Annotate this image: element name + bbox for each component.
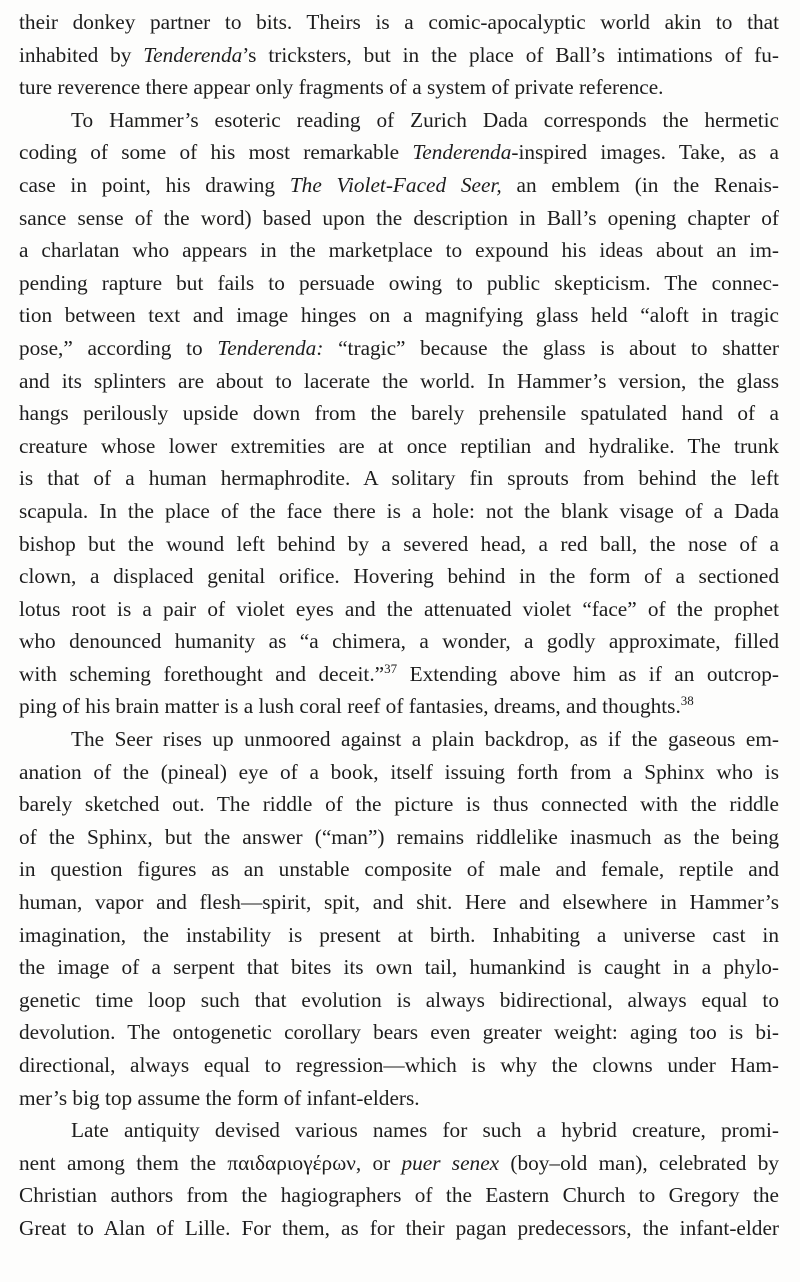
text-run: nent among them the παιδαριογέρων, or — [19, 1150, 402, 1175]
text-line — [19, 169, 779, 202]
text-run: coding of some of his most remarkable — [19, 140, 413, 165]
text-line: who denounced humanity as “a chimera, a wonder, a godly approximate, filled — [19, 629, 779, 654]
text-line: is that of a human hermaphrodite. A solitary fin sprouts from behind the left — [19, 466, 779, 491]
text-line: genetic time loop such that evolution is always bidirectional, always equal to — [19, 987, 779, 1012]
book-title-italic: Tenderenda: — [217, 335, 324, 360]
footnote-marker-38: 38 — [680, 693, 694, 709]
latin-term-italic: puer senex — [401, 1150, 500, 1175]
text-run: ’s tricksters, but in the place of Ball’s intimations of fu- — [242, 42, 779, 67]
text-run: an emblem (in the Renais- — [501, 172, 780, 197]
text-run: with scheming forethought and deceit.” — [19, 661, 385, 686]
text-line: and its splinters are about to lacerate the world. In Hammer’s version, the glass — [19, 368, 779, 393]
text-line: imagination, the instability is present at birth. Inhabiting a universe cast in — [19, 922, 779, 947]
text-line: clown, a displaced genital orifice. Hovering behind in the form of a sectioned — [19, 564, 779, 589]
text-run: (boy–old man), celebrated by — [499, 1150, 780, 1175]
text-line: human, vapor and flesh—spirit, spit, and shit. Here and elsewhere in Hammer’s — [19, 890, 779, 915]
body-text — [19, 6, 779, 1245]
text-line: pending rapture but fails to persuade owing to public skepticism. The connec- — [19, 270, 779, 295]
text-line: barely sketched out. The riddle of the picture is thus connected with the riddle — [19, 792, 779, 817]
text-line: tion between text and image hinges on a magnifying glass held “aloft in tragic — [19, 303, 779, 328]
text-line: bishop but the wound left behind by a severed head, a red ball, the nose of a — [19, 531, 779, 556]
text-line — [19, 136, 779, 169]
text-line: the image of a serpent that bites its own tail, humankind is caught in a phylo- — [19, 955, 779, 980]
text-run: ping of his brain matter is a lush coral reef of fantasies, dreams, and thoughts. — [19, 694, 681, 719]
text-line — [19, 1147, 779, 1180]
text-line — [19, 39, 779, 72]
text-line: their donkey partner to bits. Theirs is a comic-apocalyptic world akin to that — [19, 10, 779, 34]
text-run: Extending above him as if an outcrop- — [397, 661, 779, 686]
text-line: in question figures as an unstable composite of male and female, reptile and — [19, 857, 779, 882]
text-line: devolution. The ontogenetic corollary bears even greater weight: aging too is bi- — [19, 1020, 779, 1045]
text-line — [19, 690, 779, 723]
text-line: Great to Alan of Lille. For them, as for their pagan predecessors, the infant-elder — [19, 1215, 779, 1240]
footnote-marker-37: 37 — [384, 660, 398, 676]
text-line: hangs perilously upside down from the barely prehensile spatulated hand of a — [19, 401, 779, 426]
text-run: “tragic” because the glass is about to shatter — [323, 335, 779, 360]
text-line: Christian authors from the hagiographers of the Eastern Church to Gregory the — [19, 1183, 779, 1208]
artwork-title-italic: The Violet-Faced Seer, — [289, 172, 502, 197]
text-line — [19, 658, 779, 691]
book-title-italic: Tenderenda — [412, 140, 512, 165]
text-run: case in point, his drawing — [19, 172, 290, 197]
text-run: -inspired images. Take, as a — [511, 140, 780, 165]
text-line: of the Sphinx, but the answer (“man”) remains riddlelike inasmuch as the being — [19, 824, 779, 849]
text-line: anation of the (pineal) eye of a book, itself issuing forth from a Sphinx who is — [19, 759, 779, 784]
text-line: mer’s big top assume the form of infant-elders. — [19, 1085, 420, 1110]
paragraph-first-line: To Hammer’s esoteric reading of Zurich Dada corresponds the hermetic — [71, 107, 779, 132]
book-title-italic: Tenderenda — [143, 42, 243, 67]
paragraph-first-line: Late antiquity devised various names for such a hybrid creature, promi- — [71, 1118, 779, 1143]
text-line — [19, 332, 779, 365]
text-line: ture reverence there appear only fragments of a system of private reference. — [19, 75, 664, 100]
text-run: inhabited by — [19, 42, 144, 67]
text-run: pose,” according to — [19, 335, 218, 360]
text-line: creature whose lower extremities are at once reptilian and hydralike. The trunk — [19, 433, 779, 458]
text-line: scapula. In the place of the face there is a hole: not the blank visage of a Dada — [19, 498, 779, 523]
text-line: a charlatan who appears in the marketplace to expound his ideas about an im- — [19, 238, 779, 263]
paragraph-first-line: The Seer rises up unmoored against a plain backdrop, as if the gaseous em- — [71, 727, 779, 752]
text-line: sance sense of the word) based upon the description in Ball’s opening chapter of — [19, 205, 779, 230]
text-line: lotus root is a pair of violet eyes and the attenuated violet “face” of the prophet — [19, 596, 779, 621]
text-line: directional, always equal to regression—which is why the clowns under Ham- — [19, 1053, 779, 1077]
